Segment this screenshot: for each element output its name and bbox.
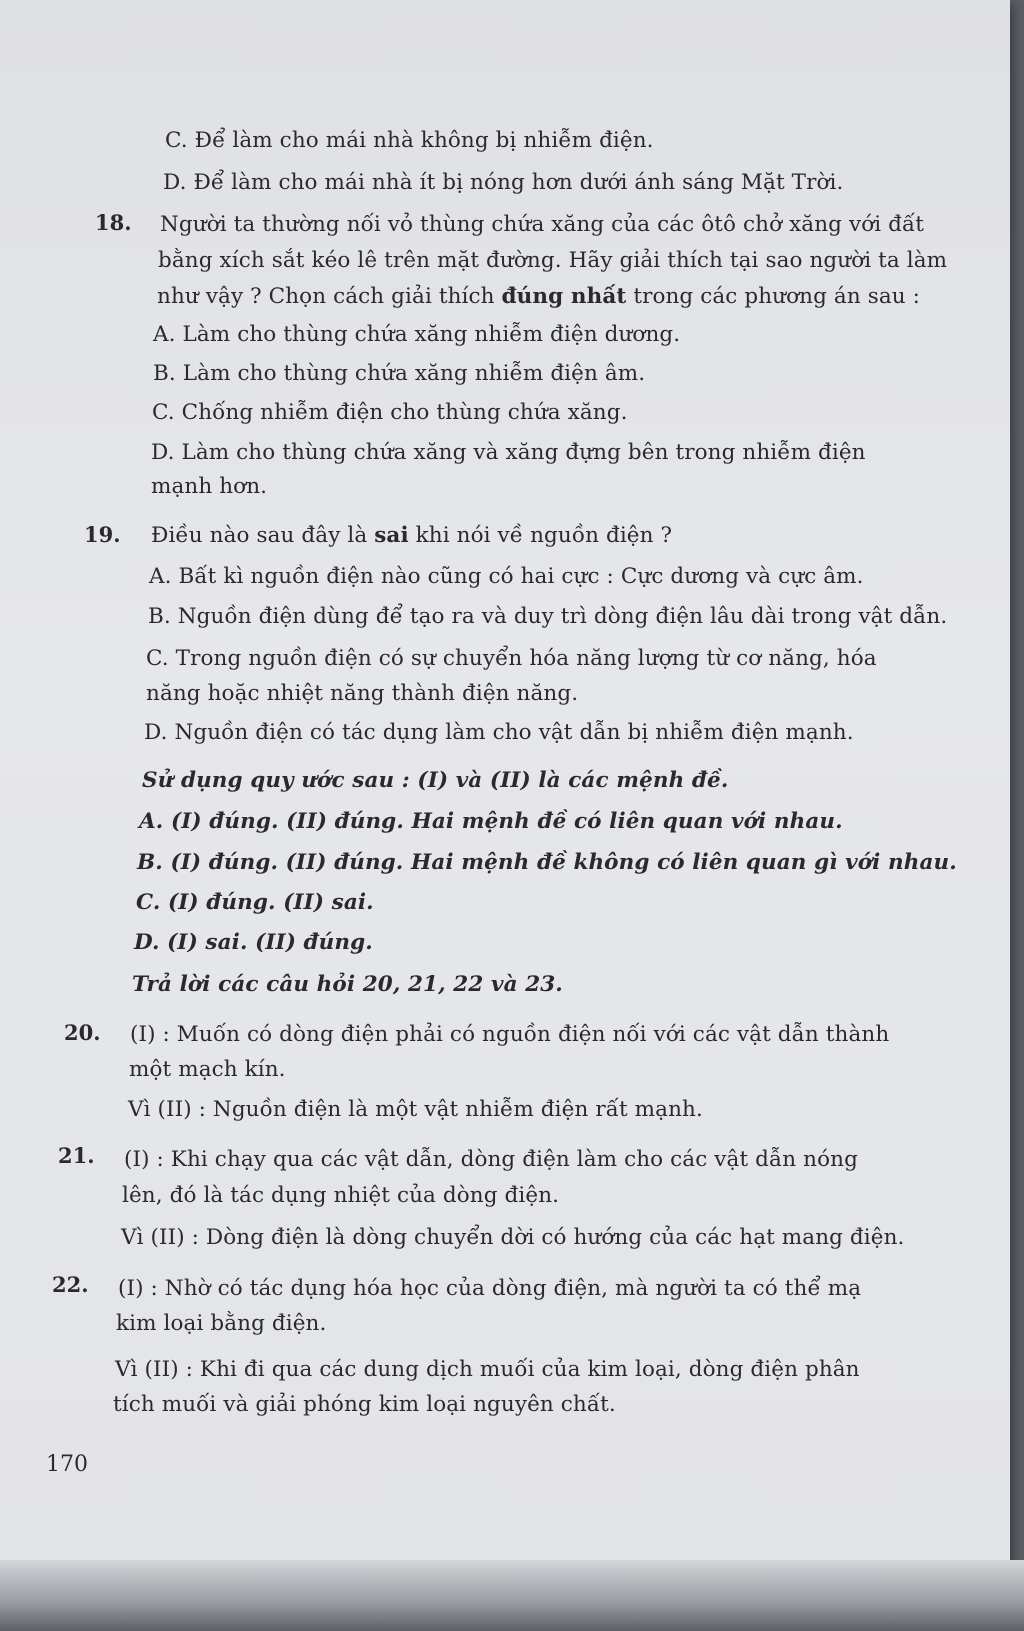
q22-statement-i-line2: kim loại bằng điện. [116,1311,327,1336]
q19-option-c-line2: năng hoặc nhiệt năng thành điện năng. [146,681,579,706]
q18-number: 18. [95,210,132,235]
q18-option-c: C. Chống nhiễm điện cho thùng chứa xăng. [152,400,628,425]
q19-option-c-line1: C. Trong nguồn điện có sự chuyển hóa năng lượng từ cơ năng, hóa [146,646,877,671]
q22-statement-ii-line2: tích muối và giải phóng kim loại nguyên chất. [113,1392,616,1417]
q22-statement-ii-line1: Vì (II) : Khi đi qua các dung dịch muối của kim loại, dòng điện phân [115,1357,860,1382]
answer-prompt: Trả lời các câu hỏi 20, 21, 22 và 23. [132,972,563,997]
convention-option-b: B. (I) đúng. (II) đúng. Hai mệnh đề không có liên quan gì với nhau. [137,850,957,875]
convention-intro: Sử dụng quy ước sau : (I) và (II) là các mệnh đề. [142,768,729,793]
q18-stem-line1: Người ta thường nối vỏ thùng chứa xăng của các ôtô chở xăng với đất [160,212,925,237]
q20-number: 20. [64,1020,101,1045]
q18-option-a: A. Làm cho thùng chứa xăng nhiễm điện dương. [153,322,681,347]
page-stack-edge [0,1560,1024,1631]
q18-option-d-line2: mạnh hơn. [151,474,268,499]
page-number: 170 [46,1452,88,1477]
q18-option-b: B. Làm cho thùng chứa xăng nhiễm điện âm. [153,361,646,386]
q18-option-d-line1: D. Làm cho thùng chứa xăng và xăng đựng bên trong nhiễm điện [151,440,866,465]
q20-statement-i-line2: một mạch kín. [129,1057,286,1082]
q19-emphasis: sai [374,523,409,548]
q19-stem-part2: khi nói về nguồn điện ? [408,523,673,548]
q22-number: 22. [52,1272,89,1297]
q19-number: 19. [84,522,121,547]
q21-statement-ii: Vì (II) : Dòng điện là dòng chuyển dời có hướng của các hạt mang điện. [121,1225,905,1250]
q21-statement-i-line2: lên, đó là tác dụng nhiệt của dòng điện. [122,1183,560,1208]
q18-stem-part1: như vậy ? Chọn cách giải thích [157,284,502,309]
q19-option-a: A. Bất kì nguồn điện nào cũng có hai cực : Cực dương và cực âm. [149,564,864,589]
q17-option-d: D. Để làm cho mái nhà ít bị nóng hơn dưới ánh sáng Mặt Trời. [163,170,844,195]
q21-statement-i-line1: (I) : Khi chạy qua các vật dẫn, dòng điện làm cho các vật dẫn nóng [124,1147,858,1172]
q22-statement-i-line1: (I) : Nhờ có tác dụng hóa học của dòng điện, mà người ta có thể mạ [118,1276,862,1301]
q18-stem-line2: bằng xích sắt kéo lê trên mặt đường. Hãy giải thích tại sao người ta làm [158,248,948,273]
convention-option-a: A. (I) đúng. (II) đúng. Hai mệnh đề có liên quan với nhau. [139,809,843,834]
q17-option-c: C. Để làm cho mái nhà không bị nhiễm điện. [165,128,654,153]
q20-statement-i-line1: (I) : Muốn có dòng điện phải có nguồn điện nối với các vật dẫn thành [130,1022,890,1047]
q19-option-d: D. Nguồn điện có tác dụng làm cho vật dẫn bị nhiễm điện mạnh. [144,720,854,745]
q20-statement-ii: Vì (II) : Nguồn điện là một vật nhiễm điện rất mạnh. [128,1097,703,1122]
q18-emphasis: đúng nhất [501,284,627,309]
q18-stem-line3 [157,284,920,309]
q19-stem [151,523,672,548]
convention-option-c: C. (I) đúng. (II) sai. [136,890,374,915]
q21-number: 21. [58,1143,95,1168]
q19-option-b: B. Nguồn điện dùng để tạo ra và duy trì dòng điện lâu dài trong vật dẫn. [148,604,948,629]
convention-option-d: D. (I) sai. (II) đúng. [134,930,373,955]
q18-stem-part2: trong các phương án sau : [626,284,920,309]
q19-stem-part1: Điều nào sau đây là [151,523,375,548]
